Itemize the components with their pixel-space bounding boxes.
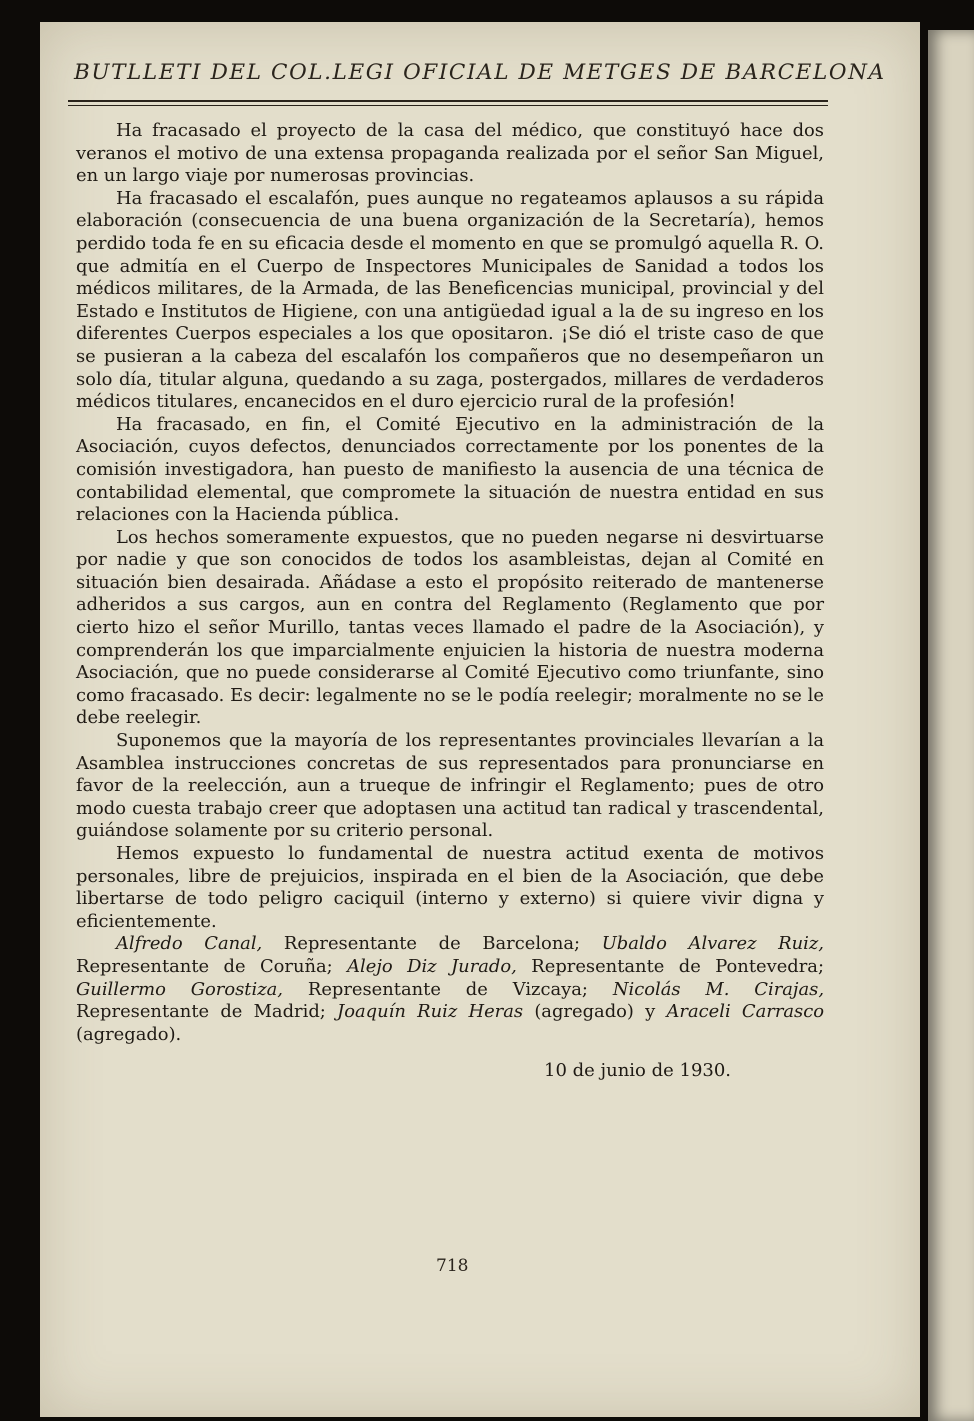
signatory-role: Representante de Madrid; <box>76 1001 338 1023</box>
signatory-name: Araceli Carrasco <box>666 1001 825 1023</box>
paragraph-2: Ha fracasado el escalafón, pues aunque no regateamos aplausos a su rápida elaboración (consecuencia de una buena organización de la Secretaría), hemos perdido toda fe en su eficacia desde el momento en que se promulgó aquella R. O. que admitía en el Cuerpo de Inspectores Municipales de Sanidad a todos los médicos militares, de la Armada, de las Beneficencias municipal, provincial y del Estado e Institutos de Higiene, con una antigüedad igual a la de su ingreso en los diferentes Cuerpos especiales a los que opositaron. ¡Se dió el triste caso de que se pusieran a la cabeza del escalafón los compañeros que no desempeñaron un solo día, titular alguna, quedando a su zaga, postergados, millares de verdaderos médicos titulares, encanecidos en el duro ejercicio rural de la profesión! <box>76 187 824 413</box>
signatory-name: Guillermo Gorostiza, <box>76 978 283 1000</box>
signatories <box>76 933 824 1046</box>
paragraph-1: Ha fracasado el proyecto de la casa del médico, que constituyó hace dos veranos el motivo de una extensa propaganda realizada por el señor San Miguel, en un largo viaje por numerosas provincias. <box>76 120 824 187</box>
signatory-name: Alfredo Canal, <box>116 933 263 955</box>
signatory-role: Representante de Vizcaya; <box>282 978 613 1000</box>
header-rule-thick <box>68 100 828 102</box>
paragraph-5: Suponemos que la mayoría de los representantes provinciales llevarían a la Asamblea instrucciones concretas de sus representados para pronunciarse en favor de la reelección, aun a trueque de infringir el Reglamento; pues de otro modo cuesta trabajo creer que adoptasen una actitud tan radical y trascendental, guiándose solamente por su criterio personal. <box>76 730 824 842</box>
signatory-role: Representante de Barcelona; <box>262 933 602 955</box>
signatory-name: Ubaldo Alvarez Ruiz, <box>601 933 824 955</box>
signatory-name: Joaquín Ruiz Heras <box>337 1001 524 1023</box>
signatory-role: (agregado). <box>76 1023 182 1045</box>
paragraph-4: Los hechos someramente expuestos, que no pueden negarse ni desvirtuarse por nadie y que son conocidos de todos los asambleistas, dejan al Comité en situación bien desairada. Añádase a esto el propósito reiterado de mantenerse adheridos a sus cargos, aun en contra del Reglamento (Reglamento que por cierto hizo el señor Murillo, tantas veces llamado el padre de la Asociación), y comprenderán los que imparcialmente enjuicien la historia de nuestra moderna Asociación, que no puede considerarse al Comité Ejecutivo como triunfante, sino como fracasado. Es decir: legalmente no se le podía reelegir; moralmente no se le debe reelegir. <box>76 526 824 729</box>
signatory-name: Nicolás M. Cirajas, <box>612 978 825 1000</box>
signatory-role: (agregado) y <box>523 1001 667 1023</box>
header-rule-thin <box>68 105 828 106</box>
page-number: 718 <box>436 1256 469 1276</box>
running-header: BUTLLETI DEL COL.LEGI OFICIAL DE METGES DE BARCELONA <box>74 60 886 85</box>
article-body <box>76 120 824 1046</box>
signatory-role: Representante de Coruña; <box>76 955 348 977</box>
paragraph-6: Hemos expuesto lo fundamental de nuestra actitud exenta de motivos personales, libre de prejuicios, inspirada en el bien de la Asociación, que debe libertarse de todo peligro caciquil (interno y externo) si quiere vivir digna y eficientemente. <box>76 843 824 932</box>
adjacent-page-edge <box>928 30 974 1421</box>
signatory-name: Alejo Diz Jurado, <box>347 955 517 977</box>
document-date: 10 de junio de 1930. <box>544 1060 732 1081</box>
signatory-role: Representante de Pontevedra; <box>516 955 824 977</box>
paragraph-3: Ha fracasado, en fin, el Comité Ejecutivo en la administración de la Asociación, cuyos defectos, denunciados correctamente por los ponentes de la comisión investigadora, han puesto de manifiesto la ausencia de una técnica de contabilidad elemental, que compromete la situación de nuestra entidad en sus relaciones con la Hacienda pública. <box>76 413 824 526</box>
